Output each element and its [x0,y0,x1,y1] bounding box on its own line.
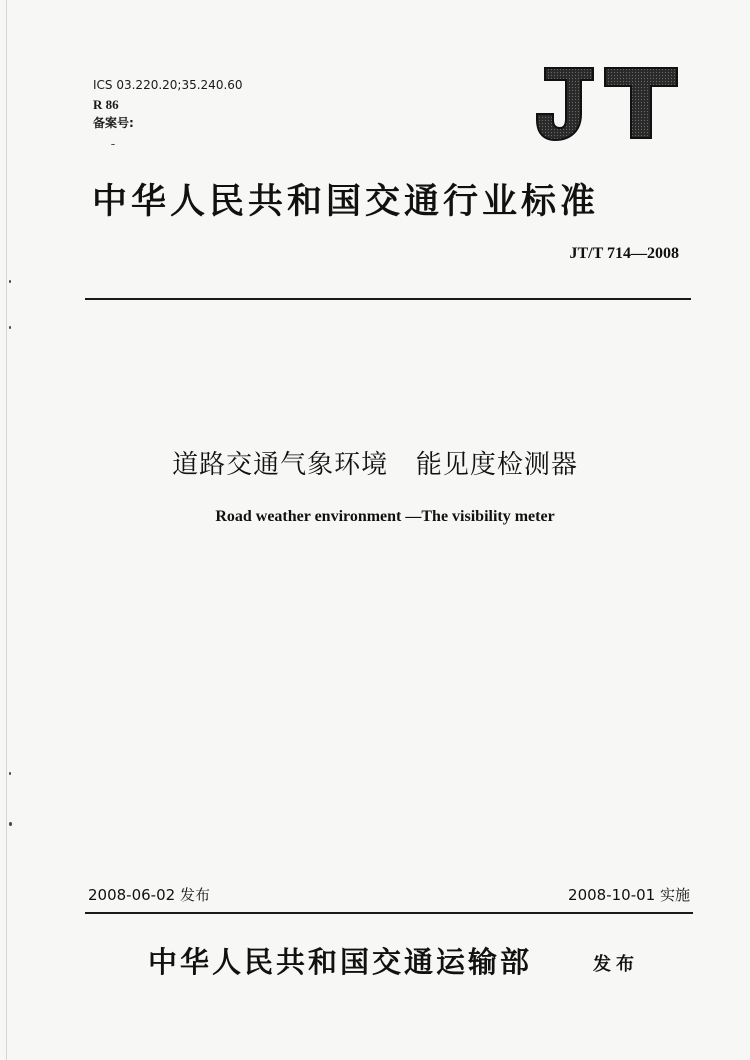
classification-code: R 86 [93,97,119,112]
scan-speck [9,772,11,775]
standard-category-title: 中华人民共和国交通行业标准 [92,181,600,222]
scan-edge-line [6,0,7,1060]
publisher-name: 中华人民共和国交通运输部 [148,945,533,979]
ics-code: ICS 03.220.20;35.240.60 [93,78,243,92]
divider-bottom [85,912,693,914]
divider-top [85,298,691,300]
implementation-date: 2008-10-01 实施 [568,886,690,904]
jt-logo [535,62,680,142]
record-number-label: 备案号: [93,116,134,130]
scan-speck [111,144,115,145]
scan-speck [9,326,11,329]
document-title-english: Road weather environment —The visibility meter [215,508,555,525]
document-title-chinese: 道路交通气象环境 能见度检测器 [172,450,578,480]
scan-speck [9,280,11,283]
standard-number: JT/T 714—2008 [569,245,679,262]
issue-date: 2008-06-02 发布 [88,886,210,904]
scan-speck [9,822,12,826]
publish-label: 发布 [593,954,639,975]
